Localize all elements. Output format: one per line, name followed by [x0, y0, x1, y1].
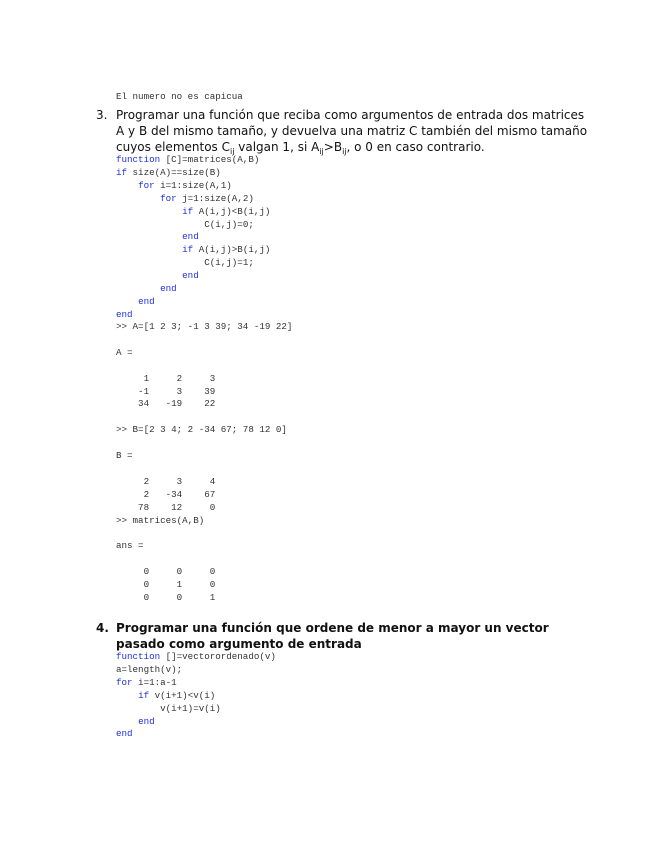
console-line: 0 0 1 — [116, 592, 216, 604]
code-keyword: end — [182, 270, 199, 282]
code-keyword: for — [116, 676, 133, 688]
code-line — [116, 283, 270, 296]
code-line — [116, 309, 270, 322]
console-block-matrices — [116, 321, 292, 605]
section-3-line-2: A y B del mismo tamaño, y devuelva una matriz C también del mismo tamaño — [116, 124, 588, 138]
code-keyword: function — [116, 154, 161, 165]
section-4-number: 4. — [96, 621, 109, 635]
console-line: A = — [116, 346, 133, 358]
code-line — [116, 716, 276, 729]
subscript-ij-b: ij — [342, 147, 347, 156]
line3-part-a: cuyos elementos C — [116, 140, 230, 154]
code-line: for j=1:size(A,2) — [160, 192, 254, 204]
code-line — [116, 728, 276, 741]
code-line — [116, 231, 270, 244]
code-keyword: if — [116, 166, 128, 178]
section-4-statement — [116, 620, 549, 652]
line3-part-d: , o 0 en caso contrario. — [346, 140, 485, 154]
console-line: >> A=[1 2 3; -1 3 39; 34 -19 22] — [116, 321, 293, 332]
code-line: if A(i,j)>B(i,j) — [182, 244, 271, 256]
code-line: v(i+1)=v(i) — [160, 702, 221, 714]
section-3-number: 3. — [96, 108, 108, 122]
console-line: 0 1 0 — [116, 579, 216, 591]
code-line — [116, 296, 270, 309]
code-keyword: if — [182, 205, 194, 217]
code-keyword: for — [138, 179, 155, 191]
section-3-line-1: Programar una función que reciba como argumentos de entrada dos matrices — [116, 108, 585, 122]
code-line: for i=1:size(A,1) — [138, 179, 232, 191]
console-line: 0 0 0 — [116, 566, 216, 578]
console-line: -1 3 39 — [116, 385, 216, 397]
console-line — [116, 334, 292, 347]
code-line: C(i,j)=0; — [204, 218, 254, 230]
section-4-line-1: Programar una función que ordene de menor a mayor un vector — [116, 621, 549, 635]
subscript-ij-c: ij — [229, 147, 235, 156]
code-line: if v(i+1)<v(i) — [138, 689, 216, 701]
line3-part-b: valgan 1, si A — [234, 140, 320, 154]
code-line: for i=1:a-1 — [116, 676, 177, 688]
console-line — [116, 528, 292, 541]
console-line: 78 12 0 — [116, 501, 216, 513]
console-line — [116, 411, 292, 424]
code-line: if size(A)==size(B) — [116, 166, 221, 178]
console-line: >> B=[2 3 4; 2 -34 67; 78 12 0] — [116, 424, 287, 436]
code-keyword: end — [160, 283, 177, 295]
console-line — [116, 360, 292, 373]
code-keyword: function — [116, 651, 161, 662]
code-line: a=length(v); — [116, 663, 183, 675]
code-keyword: end — [138, 295, 155, 307]
console-line: 34 -19 22 — [116, 398, 216, 410]
code-keyword: end — [138, 715, 155, 727]
code-keyword: end — [116, 728, 133, 740]
code-keyword: end — [116, 308, 133, 320]
code-block-matrices — [116, 154, 270, 322]
code-keyword: if — [182, 244, 194, 256]
console-line — [116, 437, 292, 450]
code-keyword: if — [138, 689, 150, 701]
code-keyword: for — [160, 192, 177, 204]
code-line: if A(i,j)<B(i,j) — [182, 205, 271, 217]
console-line: 1 2 3 — [116, 372, 216, 384]
console-line: ans = — [116, 540, 144, 552]
line3-part-c: >B — [323, 140, 343, 154]
code-line: C(i,j)=1; — [204, 257, 254, 269]
code-line — [116, 270, 270, 283]
console-line — [116, 553, 292, 566]
code-block-vectorordenado — [116, 651, 276, 741]
console-output-capicua: El numero no es capicua — [116, 91, 243, 102]
section-4-line-2: pasado como argumento de entrada — [116, 637, 362, 651]
code-line: function []=vectorordenado(v) — [116, 651, 276, 662]
console-line — [116, 463, 292, 476]
console-line: 2 3 4 — [116, 475, 216, 487]
console-line: B = — [116, 450, 133, 462]
subscript-ij-a: ij — [319, 147, 324, 156]
code-keyword: end — [182, 231, 199, 243]
section-3-statement — [116, 107, 587, 160]
code-line: function [C]=matrices(A,B) — [116, 154, 260, 165]
console-line: 2 -34 67 — [116, 488, 216, 500]
console-line: >> matrices(A,B) — [116, 514, 205, 526]
